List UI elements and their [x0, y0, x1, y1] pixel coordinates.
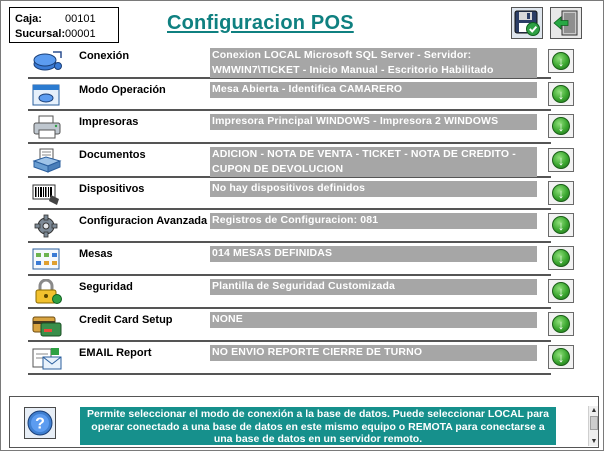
modo-operacion-go-button[interactable] — [548, 82, 574, 106]
save-button[interactable] — [511, 7, 543, 39]
impresoras-label: Impresoras — [79, 116, 139, 128]
seguridad-value: Plantilla de Seguridad Customizada — [210, 279, 537, 295]
sucursal-value: 00001 — [65, 28, 96, 40]
scroll-thumb[interactable] — [590, 416, 598, 430]
configuracion-avanzada-go-button[interactable] — [548, 213, 574, 237]
sucursal-label: Sucursal: — [15, 28, 66, 40]
credit-card-icon — [30, 311, 64, 339]
arrow-down-icon: ↓ — [552, 282, 570, 300]
configuracion-avanzada-value: Registros de Configuracion: 081 — [210, 213, 537, 229]
config-row-credit-card-setup — [28, 309, 565, 342]
exit-door-icon — [552, 9, 580, 37]
conexion-value: Conexion LOCAL Microsoft SQL Server - Servidor: WMWIN7\TICKET - Inicio Manual - Escritorio Habilitado — [210, 48, 537, 78]
config-row-modo-operacion — [28, 79, 565, 111]
help-panel — [9, 396, 599, 448]
config-row-email-report — [28, 342, 565, 375]
printer-icon — [30, 113, 64, 141]
config-row-documentos — [28, 144, 565, 178]
svg-text:?: ? — [35, 415, 45, 433]
documentos-value: ADICION - NOTA DE VENTA - TICKET - NOTA DE CREDITO - CUPON DE DEVOLUCION — [210, 147, 537, 177]
floppy-disk-check-icon — [513, 9, 541, 37]
database-connection-icon — [30, 47, 64, 75]
arrow-down-icon: ↓ — [552, 151, 570, 169]
dispositivos-label: Dispositivos — [79, 183, 145, 195]
barcode-scanner-icon — [30, 180, 64, 208]
mesas-go-button[interactable] — [548, 246, 574, 270]
config-row-mesas — [28, 243, 565, 276]
email-report-go-button[interactable] — [548, 345, 574, 369]
arrow-down-icon: ↓ — [552, 85, 570, 103]
arrow-down-icon: ↓ — [552, 184, 570, 202]
impresoras-go-button[interactable] — [548, 114, 574, 138]
help-scrollbar[interactable] — [588, 406, 598, 446]
scroll-down-icon[interactable]: ▼ — [590, 438, 598, 445]
arrow-down-icon: ↓ — [552, 315, 570, 333]
tables-grid-icon — [30, 245, 64, 273]
configuracion-avanzada-label: Configuracion Avanzada — [79, 215, 208, 227]
email-report-icon — [30, 344, 64, 372]
modo-operacion-label: Modo Operación — [79, 84, 166, 96]
caja-sucursal-box — [9, 7, 119, 43]
document-printer-icon — [30, 146, 64, 174]
arrow-down-icon: ↓ — [552, 52, 570, 70]
credit-card-setup-value: NONE — [210, 312, 537, 328]
mesas-value: 014 MESAS DEFINIDAS — [210, 246, 537, 262]
caja-label: Caja: — [15, 13, 42, 25]
email-report-label: EMAIL Report — [79, 347, 152, 359]
config-row-impresoras — [28, 111, 565, 144]
email-report-value: NO ENVIO REPORTE CIERRE DE TURNO — [210, 345, 537, 361]
arrow-down-icon: ↓ — [552, 117, 570, 135]
dispositivos-go-button[interactable] — [548, 181, 574, 205]
dispositivos-value: No hay dispositivos definidos — [210, 181, 537, 197]
arrow-down-icon: ↓ — [552, 249, 570, 267]
question-mark-icon — [26, 409, 54, 437]
impresoras-value: Impresora Principal WINDOWS - Impresora 2 WINDOWS — [210, 114, 537, 130]
page-title: Configuracion POS — [167, 12, 354, 34]
help-button[interactable] — [24, 407, 56, 439]
config-row-dispositivos — [28, 178, 565, 210]
exit-button[interactable] — [550, 7, 582, 39]
mesas-label: Mesas — [79, 248, 113, 260]
credit-card-setup-label: Credit Card Setup — [79, 314, 173, 326]
conexion-label: Conexión — [79, 50, 130, 62]
documentos-label: Documentos — [79, 149, 146, 161]
scroll-up-icon[interactable]: ▲ — [590, 407, 598, 414]
config-row-configuracion-avanzada — [28, 210, 565, 243]
caja-value: 00101 — [65, 13, 96, 25]
config-row-conexion — [28, 45, 565, 79]
arrow-down-icon: ↓ — [552, 216, 570, 234]
padlock-icon — [30, 278, 64, 306]
conexion-go-button[interactable] — [548, 49, 574, 73]
help-description: Permite seleccionar el modo de conexión a la base de datos. Puede seleccionar LOCAL para operar conectado a una base de datos en este mismo equipo o REMOTA para conectarse a una base de datos en un servidor remoto. — [80, 407, 556, 445]
credit-card-setup-go-button[interactable] — [548, 312, 574, 336]
modo-operacion-value: Mesa Abierta - Identifica CAMARERO — [210, 82, 537, 98]
config-row-seguridad — [28, 276, 565, 309]
seguridad-label: Seguridad — [79, 281, 133, 293]
seguridad-go-button[interactable] — [548, 279, 574, 303]
documentos-go-button[interactable] — [548, 148, 574, 172]
gear-icon — [30, 212, 64, 240]
arrow-down-icon: ↓ — [552, 348, 570, 366]
window-mode-icon — [30, 81, 64, 109]
